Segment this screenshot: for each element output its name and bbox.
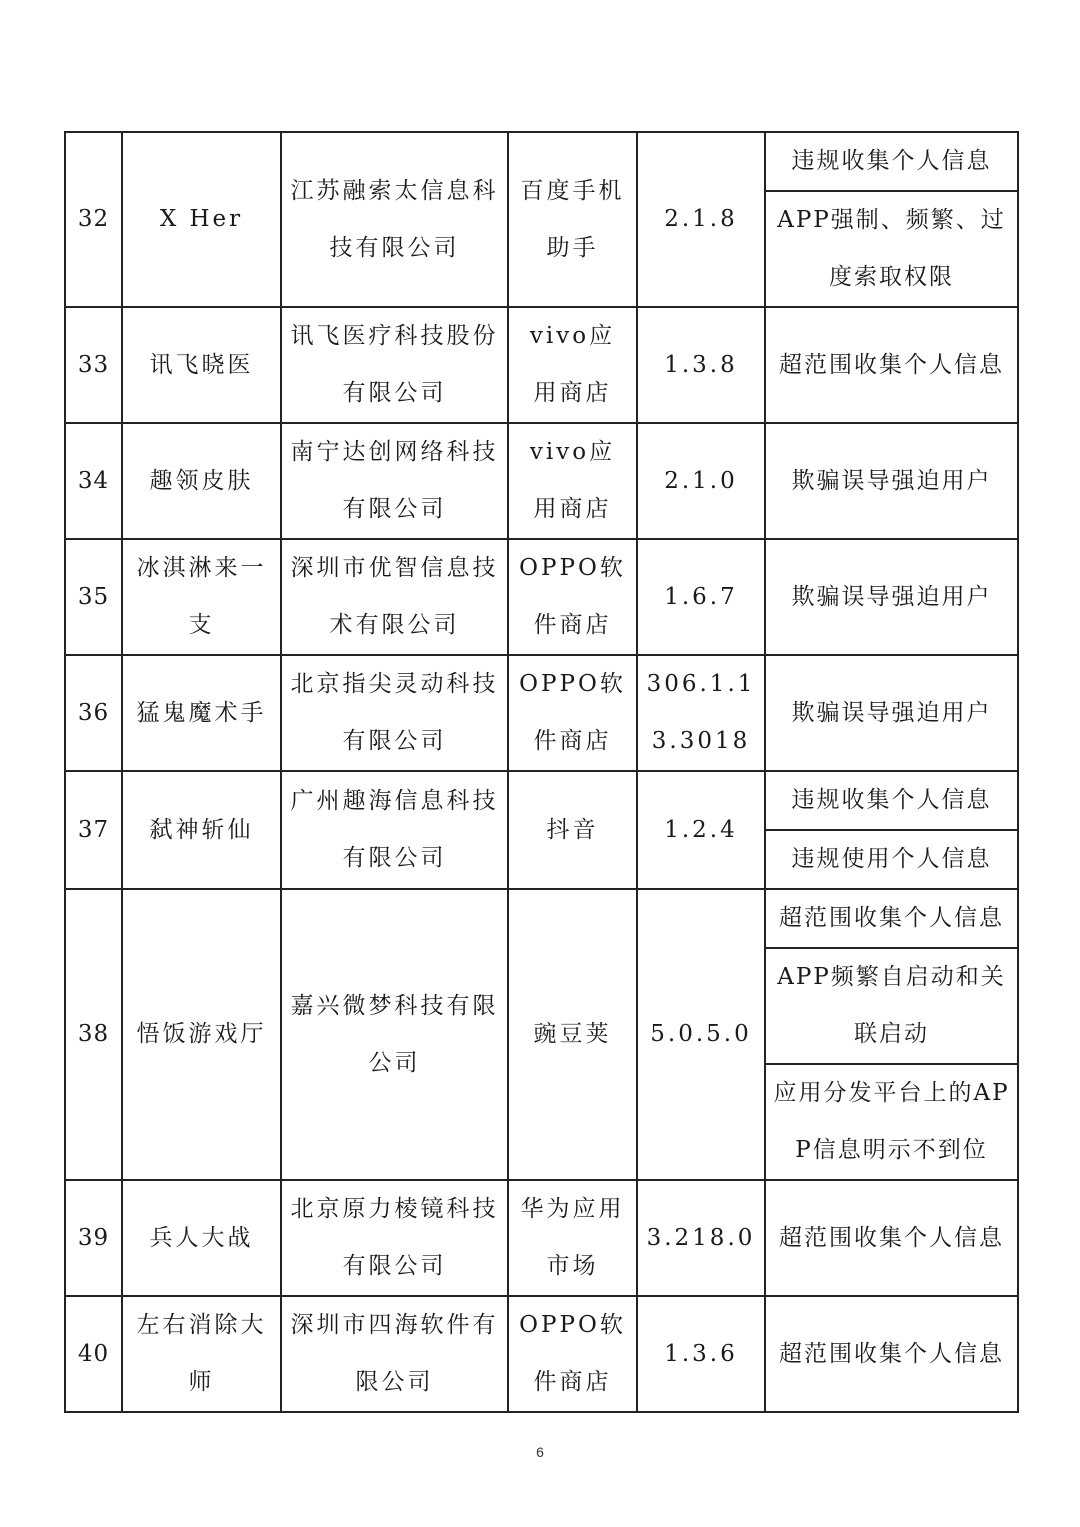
row-number: 33 bbox=[65, 307, 122, 423]
app-store: 抖音 bbox=[508, 771, 637, 889]
developer-name: 北京指尖灵动科技有限公司 bbox=[281, 655, 508, 771]
developer-name: 广州趣海信息科技有限公司 bbox=[281, 771, 508, 889]
violation-issue: 违规收集个人信息 bbox=[765, 771, 1018, 830]
app-store: OPPO软件商店 bbox=[508, 539, 637, 655]
table-row bbox=[65, 655, 1018, 771]
developer-name: 江苏融索太信息科技有限公司 bbox=[281, 132, 508, 307]
row-number: 35 bbox=[65, 539, 122, 655]
row-number: 39 bbox=[65, 1180, 122, 1296]
table-row bbox=[65, 771, 1018, 830]
violation-issue: 超范围收集个人信息 bbox=[765, 307, 1018, 423]
violation-issue: 违规收集个人信息 bbox=[765, 132, 1018, 191]
violation-issue: 超范围收集个人信息 bbox=[765, 1180, 1018, 1296]
app-name: 悟饭游戏厅 bbox=[122, 889, 281, 1180]
row-number: 32 bbox=[65, 132, 122, 307]
developer-name: 嘉兴微梦科技有限公司 bbox=[281, 889, 508, 1180]
page-number: 6 bbox=[536, 1444, 544, 1460]
table-row bbox=[65, 1180, 1018, 1296]
row-number: 38 bbox=[65, 889, 122, 1180]
table-row bbox=[65, 307, 1018, 423]
row-number: 36 bbox=[65, 655, 122, 771]
violation-issue: 欺骗误导强迫用户 bbox=[765, 539, 1018, 655]
app-version: 1.3.6 bbox=[637, 1296, 765, 1412]
developer-name: 南宁达创网络科技有限公司 bbox=[281, 423, 508, 539]
violation-issue: 超范围收集个人信息 bbox=[765, 1296, 1018, 1412]
app-version: 2.1.8 bbox=[637, 132, 765, 307]
app-store: 豌豆荚 bbox=[508, 889, 637, 1180]
app-version: 3.218.0 bbox=[637, 1180, 765, 1296]
developer-name: 北京原力棱镜科技有限公司 bbox=[281, 1180, 508, 1296]
app-store: vivo应用商店 bbox=[508, 423, 637, 539]
app-store: 百度手机助手 bbox=[508, 132, 637, 307]
table-body bbox=[65, 132, 1018, 1412]
row-number: 40 bbox=[65, 1296, 122, 1412]
app-store: OPPO软件商店 bbox=[508, 655, 637, 771]
violation-issue: 违规使用个人信息 bbox=[765, 830, 1018, 889]
app-name: 左右消除大师 bbox=[122, 1296, 281, 1412]
row-number: 37 bbox=[65, 771, 122, 889]
app-name: 猛鬼魔术手 bbox=[122, 655, 281, 771]
table-row bbox=[65, 889, 1018, 948]
table-row bbox=[65, 423, 1018, 539]
row-number: 34 bbox=[65, 423, 122, 539]
app-version: 1.6.7 bbox=[637, 539, 765, 655]
app-store: vivo应用商店 bbox=[508, 307, 637, 423]
developer-name: 深圳市四海软件有限公司 bbox=[281, 1296, 508, 1412]
app-violation-table bbox=[64, 131, 1019, 1413]
violation-issue: 超范围收集个人信息 bbox=[765, 889, 1018, 948]
violation-issue: APP频繁自启动和关联启动 bbox=[765, 948, 1018, 1064]
app-version: 306.1.13.3018 bbox=[637, 655, 765, 771]
app-name: 弑神斩仙 bbox=[122, 771, 281, 889]
table-row bbox=[65, 132, 1018, 191]
table-row bbox=[65, 539, 1018, 655]
app-store: OPPO软件商店 bbox=[508, 1296, 637, 1412]
app-name: X Her bbox=[122, 132, 281, 307]
app-version: 5.0.5.0 bbox=[637, 889, 765, 1180]
table-row bbox=[65, 1296, 1018, 1412]
developer-name: 深圳市优智信息技术有限公司 bbox=[281, 539, 508, 655]
app-version: 1.3.8 bbox=[637, 307, 765, 423]
developer-name: 讯飞医疗科技股份有限公司 bbox=[281, 307, 508, 423]
app-store: 华为应用市场 bbox=[508, 1180, 637, 1296]
app-name: 冰淇淋来一支 bbox=[122, 539, 281, 655]
app-version: 2.1.0 bbox=[637, 423, 765, 539]
violation-issue: 应用分发平台上的APP信息明示不到位 bbox=[765, 1064, 1018, 1180]
app-name: 兵人大战 bbox=[122, 1180, 281, 1296]
app-name: 趣领皮肤 bbox=[122, 423, 281, 539]
app-version: 1.2.4 bbox=[637, 771, 765, 889]
violation-issue: APP强制、频繁、过度索取权限 bbox=[765, 191, 1018, 307]
violation-issue: 欺骗误导强迫用户 bbox=[765, 655, 1018, 771]
violation-issue: 欺骗误导强迫用户 bbox=[765, 423, 1018, 539]
app-name: 讯飞晓医 bbox=[122, 307, 281, 423]
